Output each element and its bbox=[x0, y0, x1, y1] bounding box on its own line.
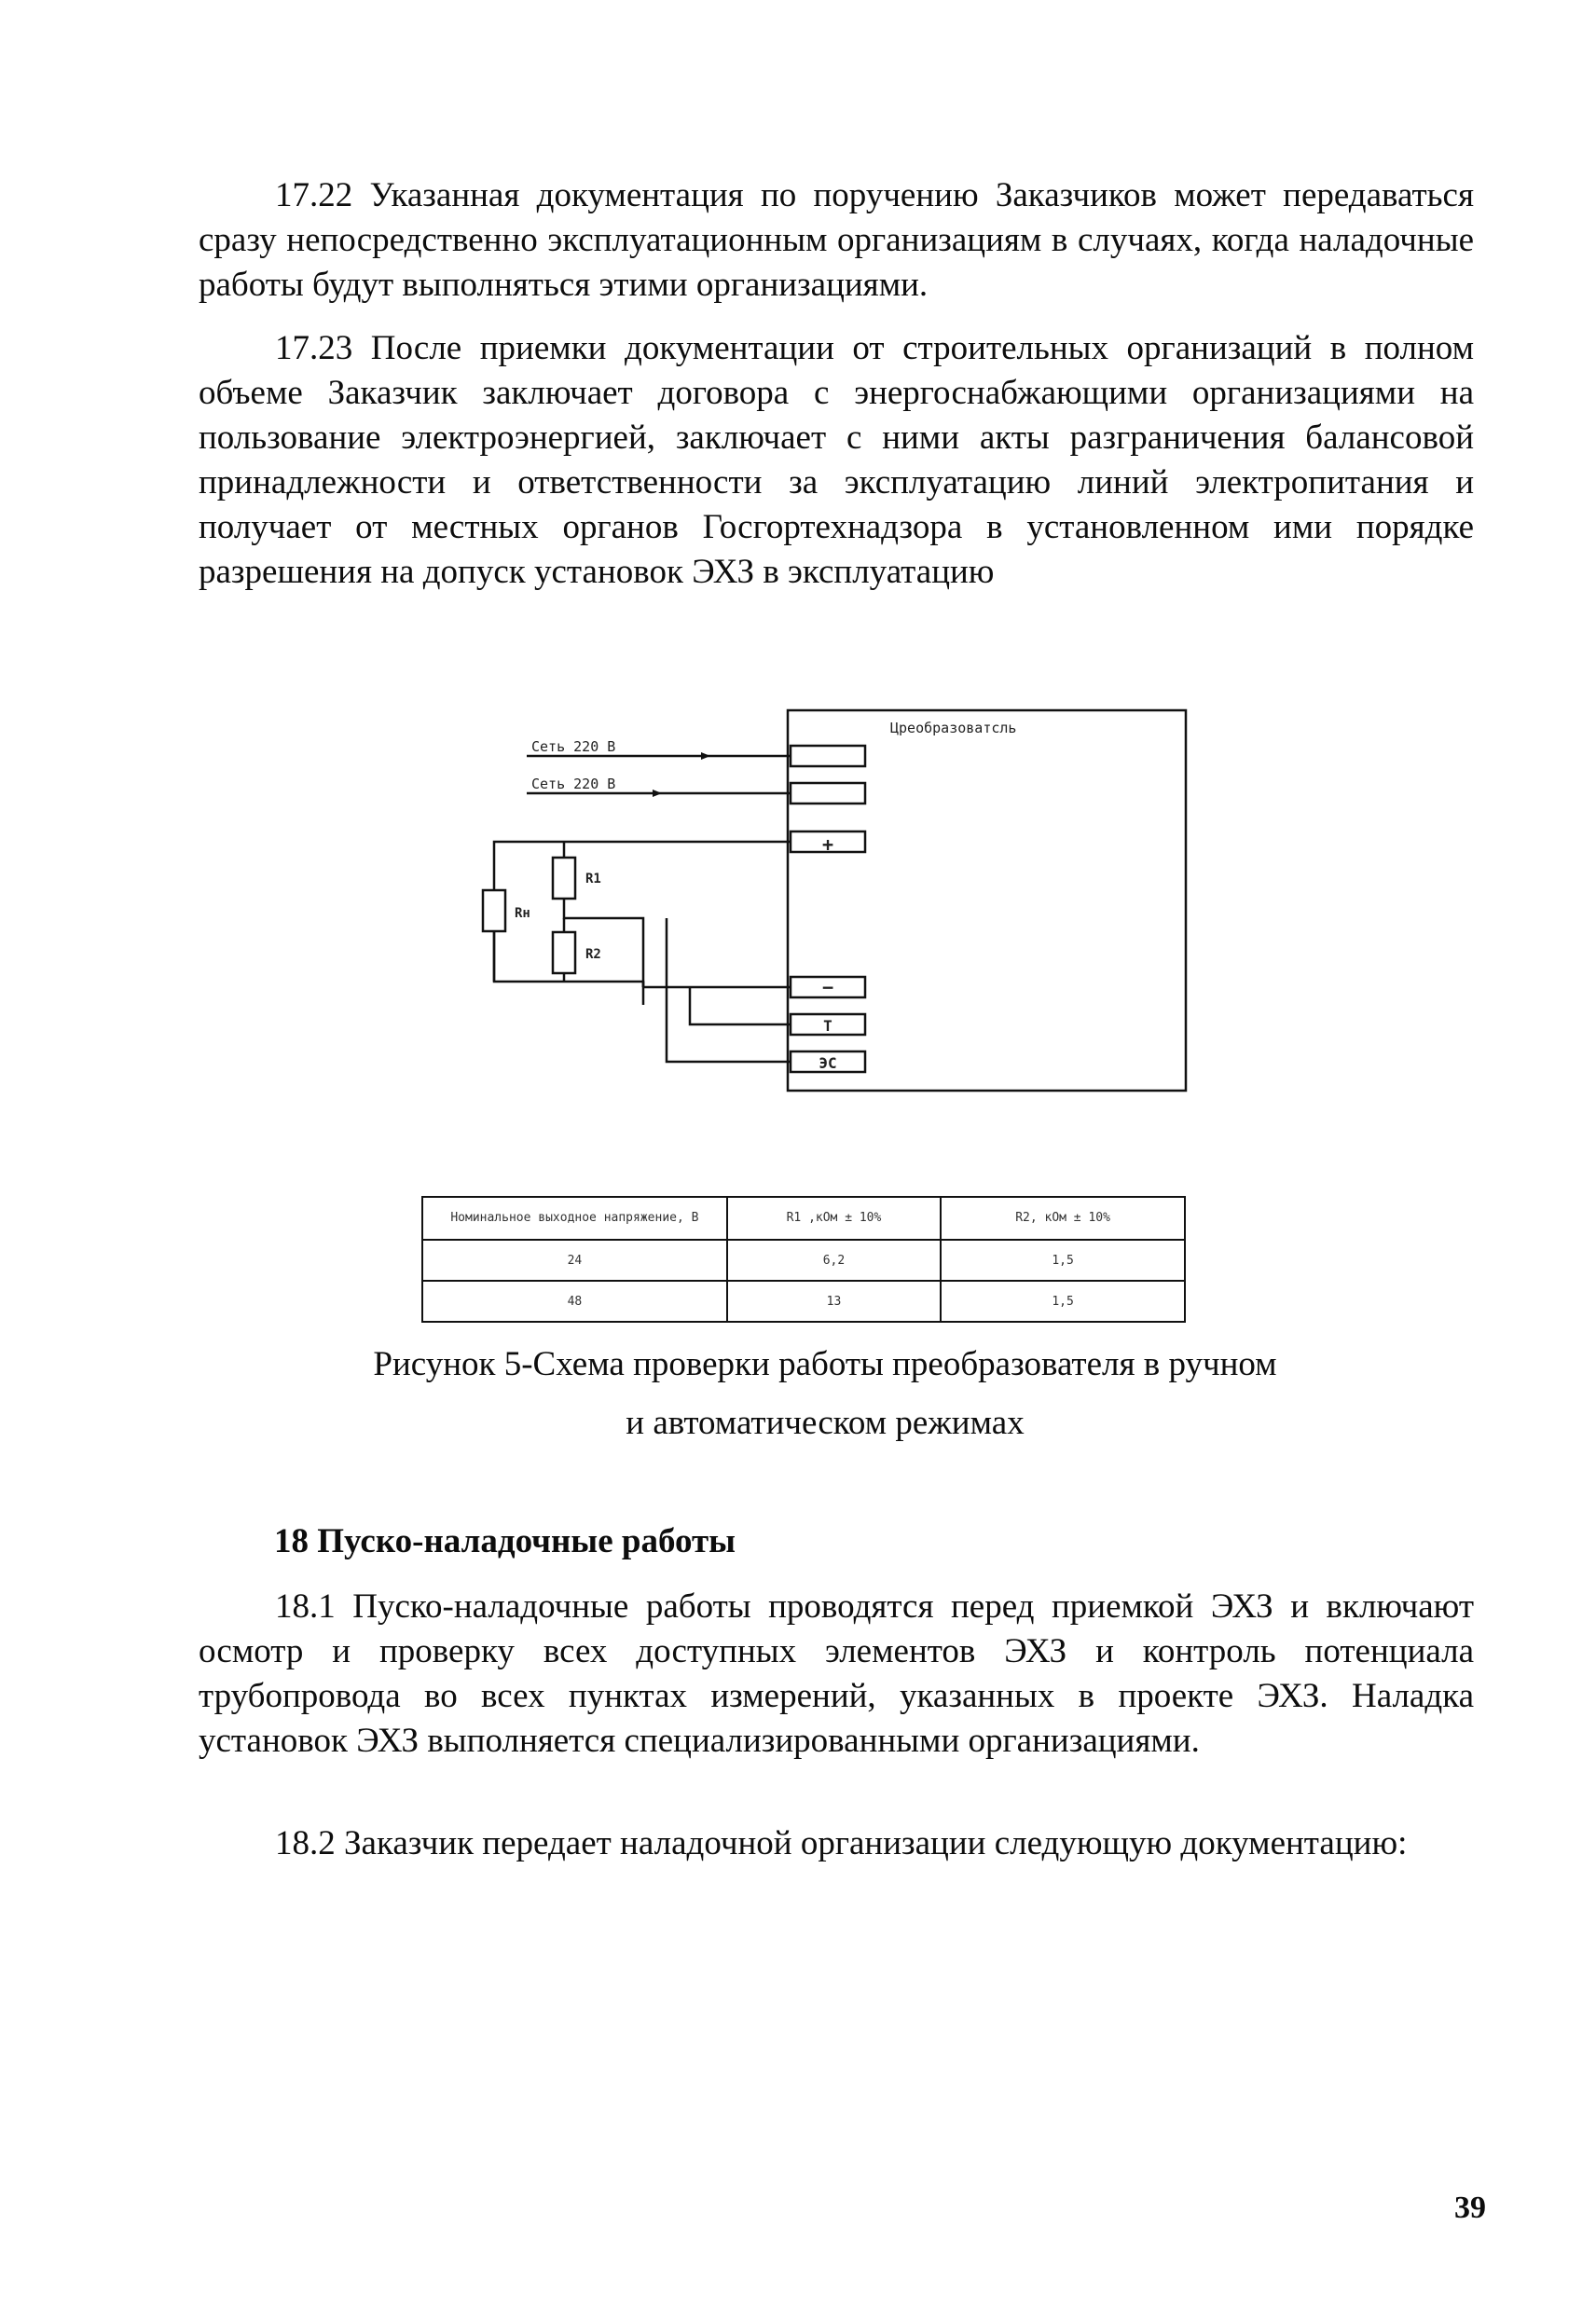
table-row bbox=[422, 1281, 1185, 1322]
r2-label: R2 bbox=[585, 947, 601, 962]
resistor-values-table bbox=[421, 1196, 1186, 1323]
table-header-row bbox=[422, 1197, 1185, 1240]
table-cell: 24 bbox=[422, 1240, 727, 1281]
terminal-mains-2 bbox=[791, 783, 865, 804]
paragraph-18-1 bbox=[199, 1585, 1474, 1764]
section-18-heading: 18 Пуско-наладочные работы bbox=[274, 1522, 736, 1560]
table-cell: 6,2 bbox=[727, 1240, 941, 1281]
rn-label: Rн bbox=[515, 906, 530, 921]
figure-caption-line-2: и автоматическом режимах bbox=[626, 1404, 1025, 1442]
ec-wire bbox=[667, 918, 791, 1062]
paragraph-17-23-number: 17.23 bbox=[275, 329, 353, 367]
resistor-r2 bbox=[553, 932, 575, 973]
paragraph-17-22-text: Указанная документация по поручению Заказчиков может передаваться сразу непосредственно эксплуатационным организациям в случаях, когда наладочные работы будут выполняться этими организациями. bbox=[199, 176, 1474, 304]
paragraph-18-2 bbox=[199, 1821, 1474, 1866]
converter-label: Цреобразоватсль bbox=[890, 720, 1017, 736]
terminal-ec-label: ЭС bbox=[819, 1054, 837, 1072]
paragraph-18-1-number: 18.1 bbox=[275, 1587, 336, 1626]
header-cell: R2, кОм ± 10% bbox=[941, 1197, 1185, 1240]
resistor-rn bbox=[483, 890, 505, 931]
page-number: 39 bbox=[1454, 2191, 1486, 2225]
paragraph-18-2-number: 18.2 bbox=[275, 1824, 336, 1862]
paragraph-18-1-text: Пуско-наладочные работы проводятся перед приемкой ЭХЗ и включают осмотр и проверку всех доступных элементов ЭХЗ и контроль потенциала трубопровода во всех пунктах измерений, указанных в проекте ЭХЗ. Наладка установок ЭХЗ выполняется специализированными организациями. bbox=[199, 1587, 1475, 1760]
table-row bbox=[422, 1240, 1185, 1281]
arrow-mains-1-icon bbox=[701, 752, 710, 760]
table-cell: 48 bbox=[422, 1281, 727, 1322]
terminal-minus-label: − bbox=[821, 976, 834, 998]
terminal-mains-1 bbox=[791, 746, 865, 766]
table-cell: 13 bbox=[727, 1281, 941, 1322]
table-cell: 1,5 bbox=[941, 1240, 1185, 1281]
terminal-t-label: Т bbox=[823, 1017, 832, 1035]
resistor-r1 bbox=[553, 858, 575, 899]
arrow-mains-2-icon bbox=[653, 790, 662, 797]
figure-caption-line-1: Рисунок 5-Схема проверки работы преобразователя в ручном bbox=[373, 1345, 1277, 1383]
mains1-label: Сеть 220 В bbox=[531, 738, 616, 755]
r1-label: R1 bbox=[585, 872, 601, 886]
header-cell: R1 ,кОм ± 10% bbox=[727, 1197, 941, 1240]
paragraph-18-2-text: Заказчик передает наладочной организации следующую документацию: bbox=[344, 1824, 1408, 1862]
header-cell: Номинальное выходное напряжение, В bbox=[422, 1197, 727, 1240]
t-wire bbox=[690, 987, 791, 1024]
mains2-label: Сеть 220 В bbox=[531, 776, 616, 792]
terminal-plus-label: + bbox=[821, 833, 834, 856]
table-cell: 1,5 bbox=[941, 1281, 1185, 1322]
paragraph-17-22-number: 17.22 bbox=[275, 176, 353, 214]
paragraph-17-23-text: После приемки документации от строительных организаций в полном объеме Заказчик заключает договора с энергоснабжающими организациями на пользование электроэнергией, заключает с ними акты разграничения балансовой принадлежности и ответственности за эксплуатацию линий электропитания и получает от местных органов Госгортехнадзора в установленном ими порядке разрешения на допуск установок ЭХЗ в эксплуатацию bbox=[199, 329, 1474, 591]
